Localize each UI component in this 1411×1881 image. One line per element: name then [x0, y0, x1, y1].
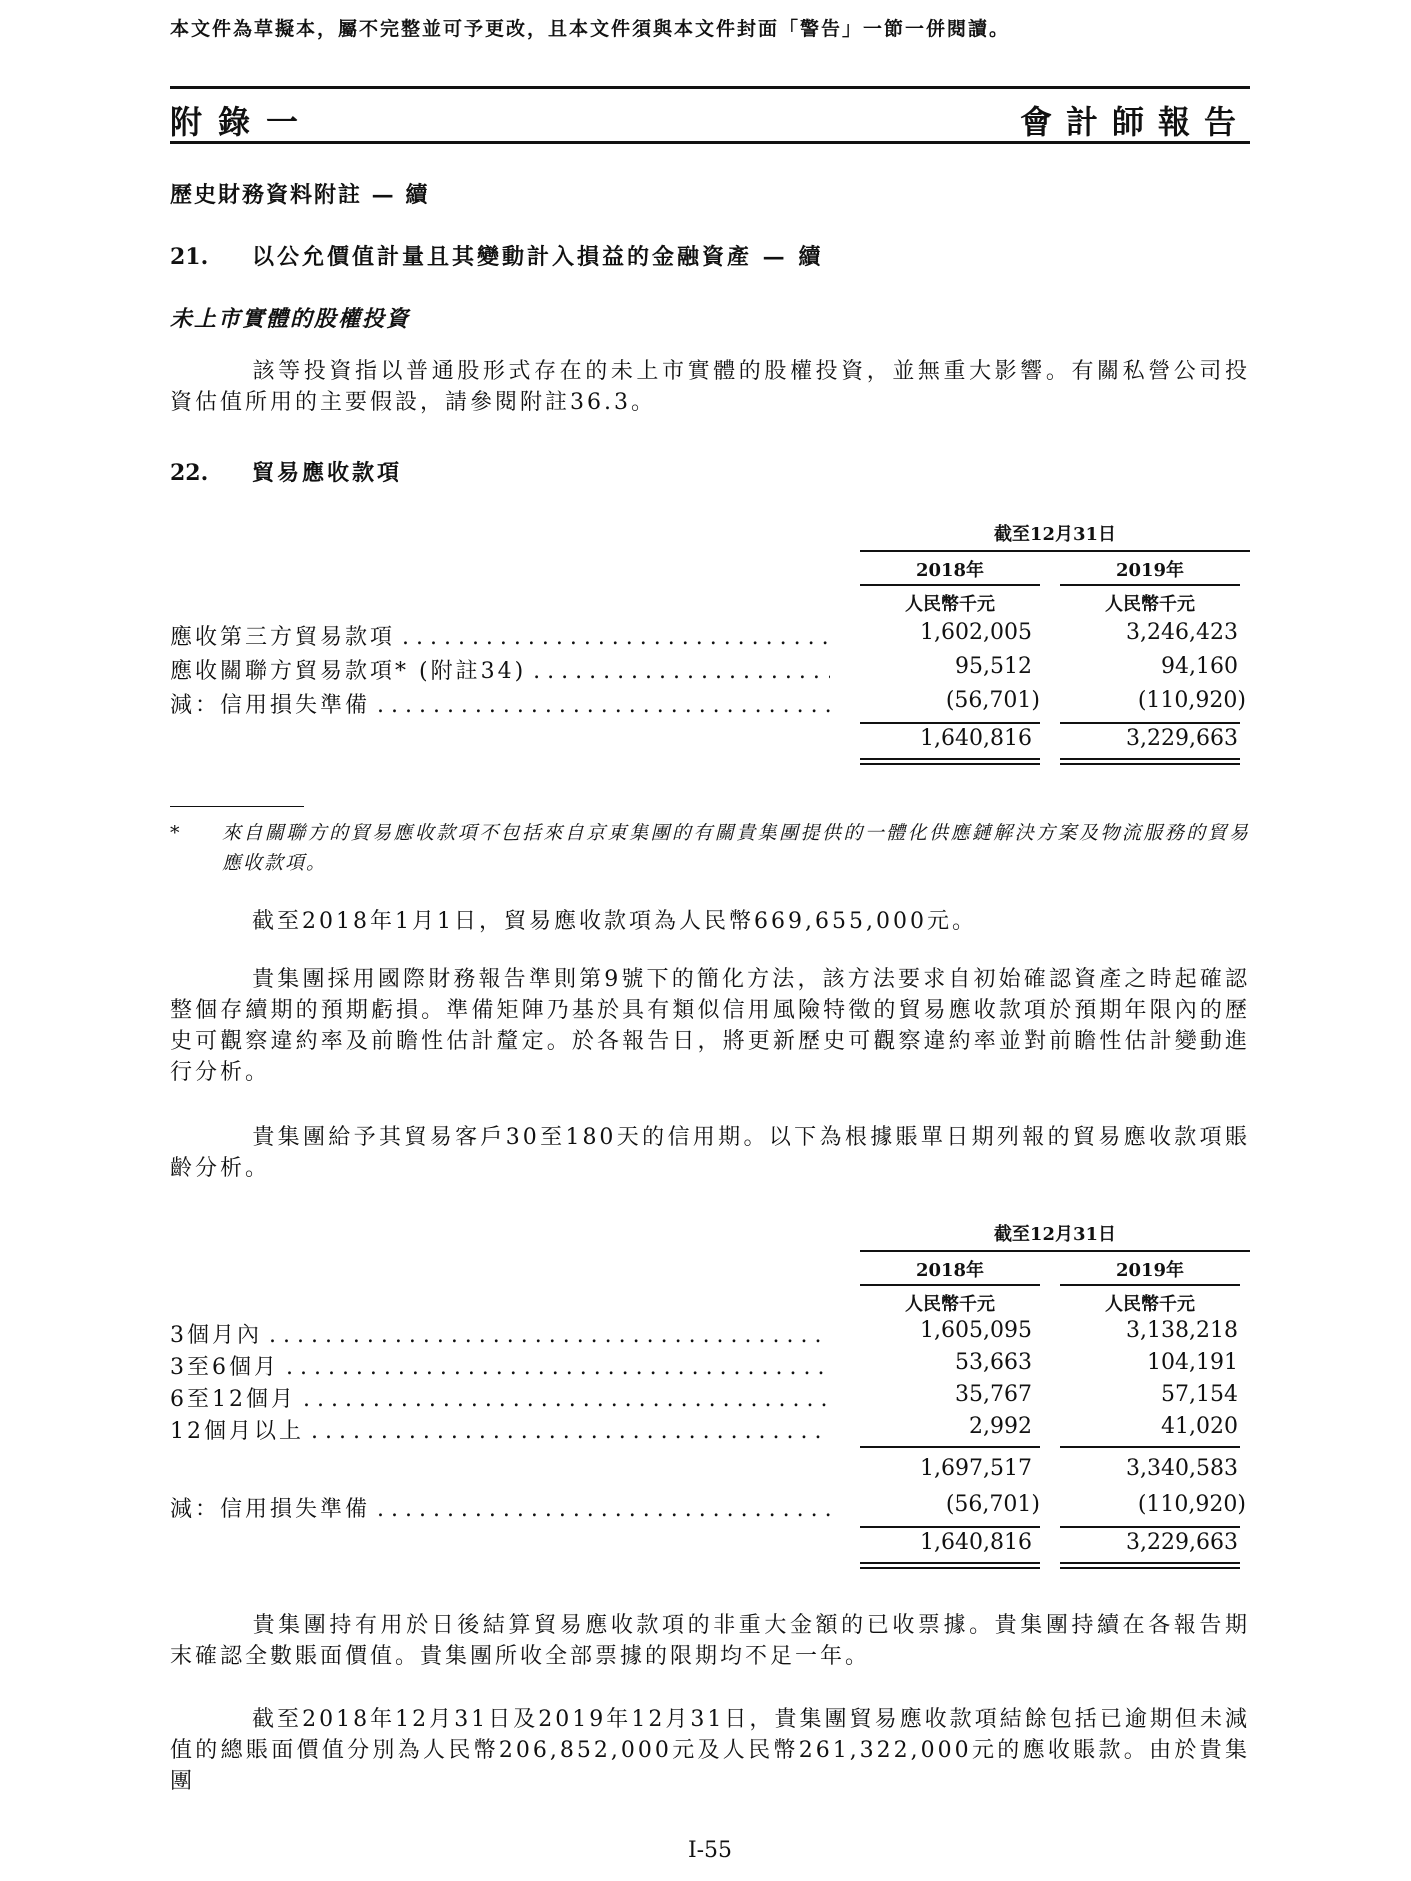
paragraph-credit-period-text: 貴集團給予其貿易客戶30至180天的信用期。以下為根據賬單日期列報的貿易應收款項賬齡分析。: [170, 1125, 1250, 1181]
row-value-2018: 95,512: [955, 654, 1032, 679]
total-value-2019: 3,229,663: [1126, 726, 1238, 751]
table1-total-rule-2018-b: [860, 763, 1040, 765]
table-row: [170, 654, 1250, 686]
table-row: [170, 1492, 1250, 1524]
row-label: 應收關聯方貿易款項* (附註34) . . .: [170, 654, 830, 685]
total-value-2018: 1,640,816: [920, 726, 1032, 751]
paragraph-notes-received: [170, 1610, 1250, 1672]
table2-subtotal-rule-2018: [860, 1446, 1040, 1448]
paragraph-notes-received-text: 貴集團持有用於日後結算貿易應收款項的非重大金額的已收票據。貴集團持續在各報告期末確認全數賬面價值。貴集團所收全部票據的限期均不足一年。: [170, 1613, 1250, 1669]
table-row: [170, 1382, 1250, 1414]
row-value-2019: 41,020: [1161, 1414, 1238, 1439]
total-value-2019: 3,229,663: [1126, 1530, 1238, 1555]
note-21-number: 21.: [170, 244, 209, 270]
table-row-total: [170, 1530, 1250, 1562]
note-22-heading: [170, 456, 402, 487]
table2-unit-2018: 人民幣千元: [905, 1294, 995, 1315]
table-row-total: [170, 726, 1250, 758]
page-number: I-55: [687, 1838, 733, 1863]
footnote: [170, 818, 1250, 882]
paragraph-credit-period: [170, 1122, 1250, 1184]
table2-col1-rule: [860, 1284, 1040, 1286]
table2-subtotal-rule-2019: [1060, 1446, 1240, 1448]
table1-total-rule-2018-a: [860, 758, 1040, 760]
row-value-2018: (56,701): [945, 1492, 1040, 1517]
header-report-title: 會計師報告: [1019, 103, 1250, 141]
subtotal-value-2019: 3,340,583: [1126, 1456, 1238, 1481]
table2-unit-2019: 人民幣千元: [1105, 1294, 1195, 1315]
table1-subtotal-rule-2018: [860, 722, 1040, 724]
table2-col-2018: 2018年: [915, 1260, 985, 1281]
footnote-mark: *: [170, 822, 182, 844]
row-value-2019: 104,191: [1147, 1350, 1238, 1375]
row-label: 減：信用損失準備 . . .: [170, 1492, 830, 1523]
table2-total-top-rule-2019: [1060, 1526, 1240, 1528]
table1-subtotal-rule-2019: [1060, 722, 1240, 724]
table-row-subtotal: [170, 1456, 1250, 1488]
row-value-2019: 3,246,423: [1126, 620, 1238, 645]
table1-total-rule-2019-b: [1060, 763, 1240, 765]
document-page: [170, 0, 1250, 1881]
table1-col-2018: 2018年: [915, 560, 985, 581]
draft-notice: 本文件為草擬本，屬不完整並可予更改，且本文件須與本文件封面「警告」一節一併閱讀。: [170, 18, 1011, 40]
table2-total-top-rule-2018: [860, 1526, 1040, 1528]
table1-col-2019: 2019年: [1115, 560, 1185, 581]
unlisted-equity-subheading: 未上市實體的股權投資: [170, 306, 411, 332]
row-value-2019: (110,920): [1137, 1492, 1246, 1517]
paragraph-overdue: [170, 1704, 1250, 1797]
row-label: 3個月內 . . .: [170, 1318, 830, 1349]
table2-total-rule-2019-a: [1060, 1562, 1240, 1564]
table2-col2-rule: [1060, 1284, 1240, 1286]
row-value-2019: 57,154: [1161, 1382, 1238, 1407]
table1-header-rule: [860, 550, 1250, 552]
row-value-2018: 2,992: [969, 1414, 1032, 1439]
header-appendix: 附錄一: [170, 103, 315, 141]
row-label: 3至6個月 . . .: [170, 1350, 830, 1381]
paragraph-opening-balance: [170, 906, 1250, 937]
table-row: [170, 1414, 1250, 1446]
trade-receivables-table: [170, 520, 1250, 770]
paragraph-unlisted-equity-text: 該等投資指以普通股形式存在的未上市實體的股權投資，並無重大影響。有關私營公司投資估值所用的主要假設，請參閱附註36.3。: [170, 359, 1250, 415]
row-value-2018: 53,663: [955, 1350, 1032, 1375]
paragraph-ifrs9-text: 貴集團採用國際財務報告準則第9號下的簡化方法，該方法要求自初始確認資產之時起確認整個存續期的預期虧損。準備矩陣乃基於具有類似信用風險特徵的貿易應收款項於預期年限內的歷史可觀察違約率及前瞻性估計釐定。於各報告日，將更新歷史可觀察違約率並對前瞻性估計變動進行分析。: [170, 967, 1251, 1085]
paragraph-overdue-text: 截至2018年12月31日及2019年12月31日，貴集團貿易應收款項結餘包括已逾期但未減值的總賬面價值分別為人民幣206,852,000元及人民幣261,322,000元的應收賬款。由於貴集團: [170, 1707, 1250, 1794]
table1-col1-rule: [860, 584, 1040, 586]
note-22-title: 貿易應收款項: [252, 460, 403, 486]
table2-total-rule-2018-b: [860, 1567, 1040, 1569]
row-label: 減：信用損失準備 . . .: [170, 688, 830, 719]
table1-period-header: 截至12月31日: [993, 524, 1117, 545]
note-21-title: 以公允價值計量且其變動計入損益的金融資產 — 續: [252, 244, 824, 270]
row-value-2019: 3,138,218: [1126, 1318, 1238, 1343]
table2-total-rule-2018-a: [860, 1562, 1040, 1564]
table-row: [170, 688, 1250, 720]
table-row: [170, 1350, 1250, 1382]
table1-unit-2019: 人民幣千元: [1105, 594, 1195, 615]
row-value-2018: 1,605,095: [920, 1318, 1032, 1343]
row-value-2019: (110,920): [1137, 688, 1246, 713]
table1-total-rule-2019-a: [1060, 758, 1240, 760]
footnote-rule: [170, 806, 304, 807]
table2-total-rule-2019-b: [1060, 1567, 1240, 1569]
row-label: 12個月以上 . . .: [170, 1414, 830, 1445]
note-22-number: 22.: [170, 460, 209, 486]
row-value-2018: 35,767: [955, 1382, 1032, 1407]
note-21-heading: [170, 240, 823, 271]
footnote-text: 來自關聯方的貿易應收款項不包括來自京東集團的有關貴集團提供的一體化供應鏈解決方案及物流服務的貿易應收款項。: [222, 822, 1250, 874]
page-header: [170, 86, 1250, 144]
table-row: [170, 1318, 1250, 1350]
table2-col-2019: 2019年: [1115, 1260, 1185, 1281]
section-title: 歷史財務資料附註 — 續: [170, 182, 430, 208]
table2-header-rule: [860, 1250, 1250, 1252]
row-value-2019: 94,160: [1161, 654, 1238, 679]
table1-unit-2018: 人民幣千元: [905, 594, 995, 615]
total-value-2018: 1,640,816: [920, 1530, 1032, 1555]
row-label: 應收第三方貿易款項 . . .: [170, 620, 830, 651]
paragraph-opening-balance-text: 截至2018年1月1日，貿易應收款項為人民幣669,655,000元。: [252, 909, 977, 934]
table2-period-header: 截至12月31日: [993, 1224, 1117, 1245]
row-value-2018: 1,602,005: [920, 620, 1032, 645]
paragraph-ifrs9: [170, 964, 1250, 1088]
table-row: [170, 620, 1250, 652]
table1-col2-rule: [1060, 584, 1240, 586]
ageing-analysis-table: [170, 1220, 1250, 1580]
subtotal-value-2018: 1,697,517: [920, 1456, 1032, 1481]
row-label: 6至12個月 . . .: [170, 1382, 830, 1413]
paragraph-unlisted-equity: [170, 356, 1250, 418]
row-value-2018: (56,701): [945, 688, 1040, 713]
